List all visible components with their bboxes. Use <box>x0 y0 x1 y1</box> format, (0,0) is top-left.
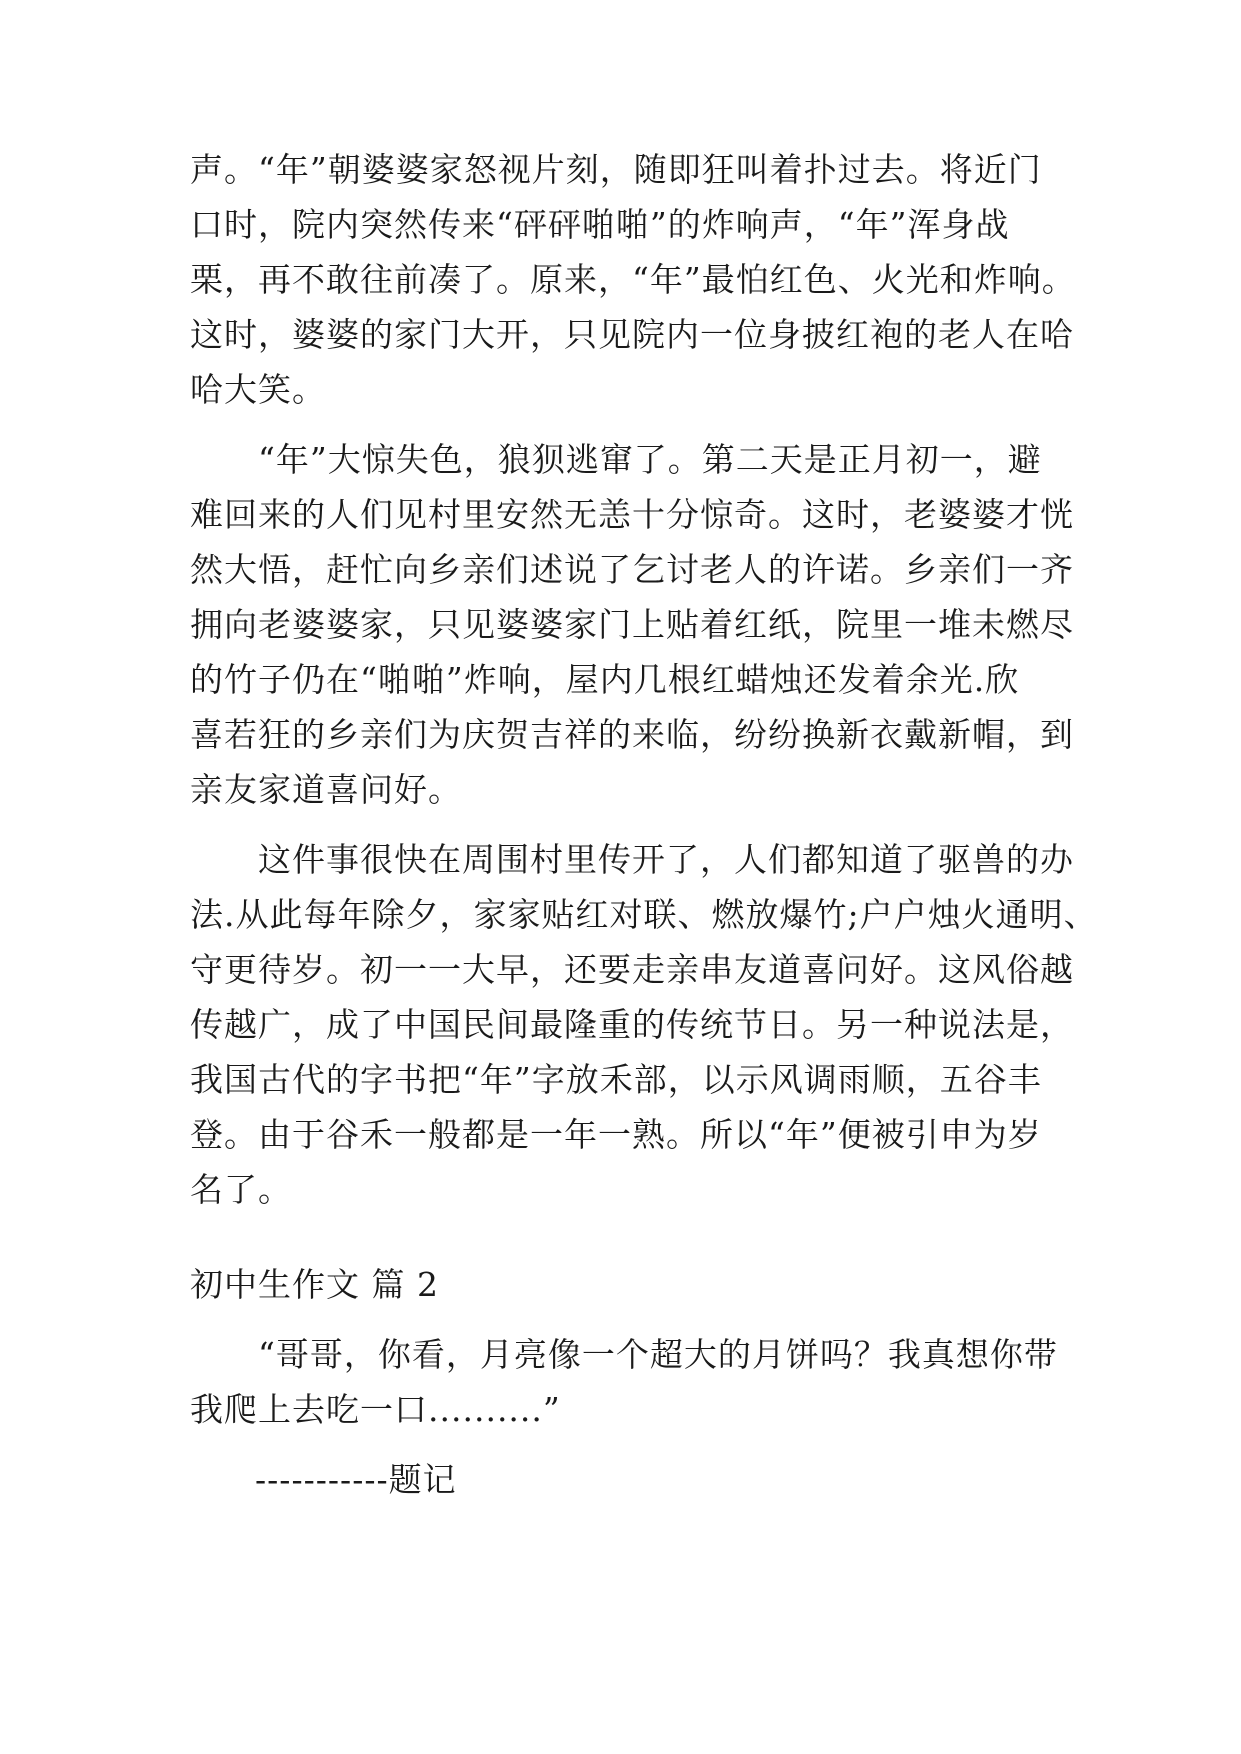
paragraph-3-line-3: 守更待岁。初一一大早，还要走亲串友道喜问好。这风俗越 <box>190 950 1074 989</box>
paragraph-2-line-4: 拥向老婆婆家，只见婆婆家门上贴着红纸，院里一堆未燃尽 <box>190 605 1074 644</box>
paragraph-1-line-4: 这时，婆婆的家门大开，只见院内一位身披红袍的老人在哈 <box>190 315 1074 354</box>
paragraph-2-line-6: 喜若狂的乡亲们为庆贺吉祥的来临，纷纷换新衣戴新帽，到 <box>190 715 1074 754</box>
paragraph-4-line-1: “哥哥，你看，月亮像一个超大的月饼吗？我真想你带 <box>258 1335 1058 1374</box>
paragraph-2-line-5: 的竹子仍在“啪啪”炸响，屋内几根红蜡烛还发着余光.欣 <box>190 660 1020 699</box>
paragraph-1-line-5: 哈大笑。 <box>190 370 326 409</box>
paragraph-3-line-5: 我国古代的字书把“年”字放禾部，以示风调雨顺，五谷丰 <box>190 1060 1042 1099</box>
paragraph-3-line-1: 这件事很快在周围村里传开了，人们都知道了驱兽的办 <box>258 840 1074 879</box>
inscription: -----------题记 <box>255 1460 457 1499</box>
paragraph-4-line-2: 我爬上去吃一口..........” <box>190 1390 561 1429</box>
paragraph-3-line-7: 名了。 <box>190 1170 292 1209</box>
paragraph-2-line-7: 亲友家道喜问好。 <box>190 770 462 809</box>
paragraph-3-line-2: 法.从此每年除夕，家家贴红对联、燃放爆竹;户户烛火通明、 <box>190 895 1098 934</box>
paragraph-2-line-1: “年”大惊失色，狼狈逃窜了。第二天是正月初一，避 <box>258 440 1042 479</box>
paragraph-3-line-6: 登。由于谷禾一般都是一年一熟。所以“年”便被引申为岁 <box>190 1115 1042 1154</box>
section-heading: 初中生作文 篇 2 <box>190 1265 439 1304</box>
paragraph-1-line-3: 栗，再不敢往前凑了。原来，“年”最怕红色、火光和炸响。 <box>190 260 1076 299</box>
paragraph-2-line-2: 难回来的人们见村里安然无恙十分惊奇。这时，老婆婆才恍 <box>190 495 1074 534</box>
paragraph-1-line-1: 声。“年”朝婆婆家怒视片刻，随即狂叫着扑过去。将近门 <box>190 150 1042 189</box>
paragraph-1-line-2: 口时，院内突然传来“砰砰啪啪”的炸响声，“年”浑身战 <box>190 205 1010 244</box>
paragraph-2-line-3: 然大悟，赶忙向乡亲们述说了乞讨老人的许诺。乡亲们一齐 <box>190 550 1074 589</box>
paragraph-3-line-4: 传越广，成了中国民间最隆重的传统节日。另一种说法是， <box>190 1005 1074 1044</box>
